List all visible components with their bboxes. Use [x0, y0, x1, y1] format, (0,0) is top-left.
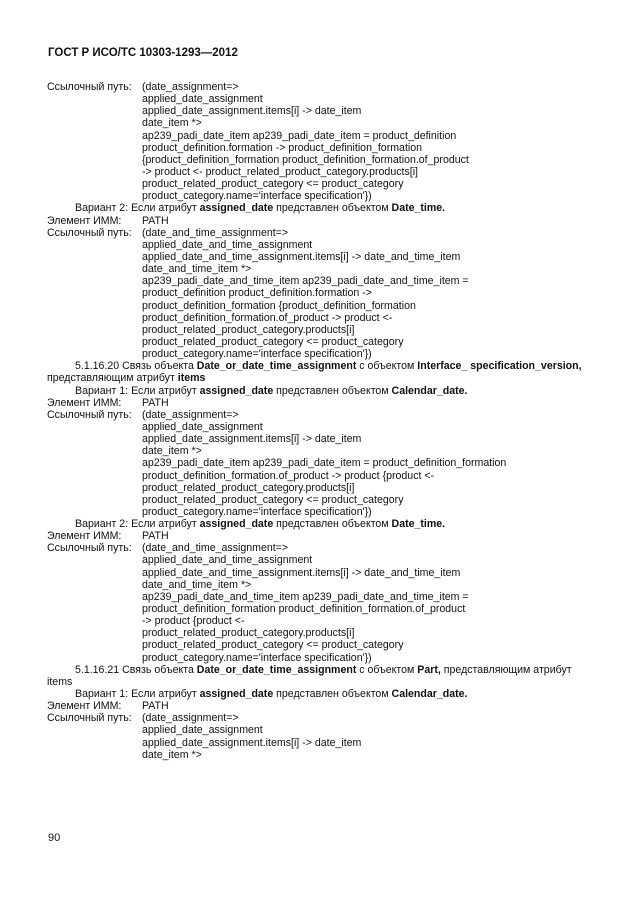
ref-path-text: product_definition product_definition.formation -> [142, 287, 372, 300]
ref-path-text: product_definition_formation.of_product -> product {product <- [142, 469, 435, 482]
reference-path-line [47, 348, 612, 360]
ref-path-text: (date_assignment=> [142, 408, 239, 421]
text-run: Вариант 2: Если атрибут [75, 518, 200, 531]
ref-path-text: date_item *> [142, 748, 202, 761]
reference-path-line [47, 749, 612, 761]
bold-term: items [177, 372, 206, 385]
reference-path-line [47, 542, 612, 554]
ref-path-text: product_category.name='interface specification'}) [142, 348, 372, 361]
reference-path-line [47, 724, 612, 736]
bold-term: Interface_ specification_version, [417, 360, 582, 373]
ref-path-label: Ссылочный путь: [47, 81, 132, 93]
ref-path-text: product_definition.formation -> product_definition_formation [142, 141, 423, 154]
text-run: с объектом [356, 663, 418, 676]
text-run: Вариант 2: Если атрибут [75, 202, 200, 215]
reference-path-line [47, 433, 612, 445]
ref-path-text: product_definition_formation {product_definition_formation [142, 299, 416, 312]
text-run: представляющим атрибут [440, 663, 572, 676]
bold-term: Date_time. [391, 518, 446, 531]
reference-path-line [47, 506, 612, 518]
variant-text [75, 518, 445, 530]
page-number: 90 [48, 832, 61, 844]
text-run: с объектом [356, 360, 418, 373]
reference-path-line [47, 312, 612, 324]
ref-path-text: applied_date_and_time_assignment [142, 554, 313, 567]
ref-path-text: (date_assignment=> [142, 712, 239, 725]
reference-path-line [47, 591, 612, 603]
reference-path-line [47, 652, 612, 664]
ref-path-text: product_related_product_category <= product_category [142, 493, 404, 506]
variant-line [47, 518, 612, 530]
reference-path-line [47, 251, 612, 263]
aim-element-label: Элемент ИММ: [47, 214, 122, 227]
variant-line [47, 688, 612, 700]
reference-path-line [47, 142, 612, 154]
ref-path-text: date_and_time_item *> [142, 578, 252, 591]
variant-text [75, 385, 468, 397]
ref-path-text: product_related_product_category <= product_category [142, 335, 404, 348]
reference-path-line [47, 178, 612, 190]
aim-element-line [47, 397, 612, 409]
bold-term: Date_or_date_time_assignment [196, 663, 357, 676]
ref-path-text: -> product <- product_related_product_category.products[i] [142, 165, 418, 178]
text-run: представляющим атрибут [47, 372, 178, 385]
ref-path-text: product_category.name='interface specification'}) [142, 651, 372, 664]
ref-path-text: date_item *> [142, 117, 202, 130]
bold-term: Calendar_date. [391, 688, 468, 701]
reference-path-line [47, 494, 612, 506]
text-run: представлен объектом [273, 518, 392, 531]
reference-path-line [47, 639, 612, 651]
bold-term: Calendar_date. [391, 384, 468, 397]
ref-path-text: applied_date_assignment [142, 420, 263, 433]
reference-path-line [47, 567, 612, 579]
ref-path-text: (date_and_time_assignment=> [142, 542, 289, 555]
reference-path-line [47, 421, 612, 433]
ref-path-text: product_related_product_category.products[i] [142, 627, 355, 640]
reference-path-line [47, 227, 612, 239]
bold-term: assigned_date [199, 202, 274, 215]
text-run: Вариант 1: Если атрибут [75, 384, 200, 397]
ref-path-label: Ссылочный путь: [47, 408, 132, 421]
reference-path-line [47, 482, 612, 494]
variant-line [47, 202, 612, 214]
text-run: 5.1.16.21 Связь объекта [75, 663, 197, 676]
reference-path-line [47, 336, 612, 348]
reference-path-line [47, 300, 612, 312]
ref-path-text: product_category.name='interface specification'}) [142, 190, 372, 203]
reference-path-line [47, 615, 612, 627]
section-heading [47, 360, 612, 372]
text-run: представлен объектом [273, 688, 392, 701]
variant-text [75, 688, 468, 700]
variant-text [75, 202, 445, 214]
text-run: представлен объектом [273, 202, 392, 215]
ref-path-text: product_definition_formation product_definition_formation.of_product [142, 603, 466, 616]
section-heading-text [47, 676, 72, 688]
aim-element-label: Элемент ИММ: [47, 396, 122, 409]
document-header: ГОСТ Р ИСО/ТС 10303-1293—2012 [48, 47, 238, 59]
text-run: представлен объектом [273, 384, 392, 397]
aim-element-line [47, 215, 612, 227]
ref-path-text: applied_date_assignment.items[i] -> date_item [142, 433, 362, 446]
reference-path-line [47, 239, 612, 251]
aim-element-value: PATH [142, 214, 169, 227]
ref-path-text: date_item *> [142, 445, 202, 458]
reference-path-line [47, 263, 612, 275]
reference-path-line [47, 627, 612, 639]
section-heading-text [47, 372, 205, 384]
reference-path-line [47, 409, 612, 421]
reference-path-line [47, 117, 612, 129]
section-heading-continuation [47, 372, 612, 384]
ref-path-text: product_related_product_category.products[i] [142, 323, 355, 336]
text-run: 5.1.16.20 Связь объекта [75, 360, 197, 373]
aim-element-value: PATH [142, 530, 169, 543]
ref-path-text: date_and_time_item *> [142, 263, 252, 276]
ref-path-text: applied_date_assignment [142, 724, 263, 737]
aim-element-line [47, 700, 612, 712]
variant-line [47, 385, 612, 397]
ref-path-text: {product_definition_formation product_definition_formation.of_product [142, 153, 469, 166]
reference-path-line [47, 105, 612, 117]
bold-term: Date_or_date_time_assignment [196, 360, 357, 373]
reference-path-line [47, 166, 612, 178]
ref-path-label: Ссылочный путь: [47, 542, 132, 555]
ref-path-label: Ссылочный путь: [47, 712, 132, 725]
ref-path-text: product_related_product_category.products[i] [142, 481, 355, 494]
ref-path-text: (date_assignment=> [142, 81, 239, 93]
aim-element-line [47, 530, 612, 542]
ref-path-text: product_related_product_category <= product_category [142, 178, 404, 191]
reference-path-line [47, 324, 612, 336]
ref-path-text: applied_date_and_time_assignment [142, 238, 313, 251]
bold-term: assigned_date [199, 688, 274, 701]
text-run: Вариант 1: Если атрибут [75, 688, 200, 701]
ref-path-text: applied_date_assignment.items[i] -> date_item [142, 105, 362, 118]
ref-path-text: -> product {product <- [142, 615, 245, 628]
ref-path-text: ap239_padi_date_and_time_item ap239_padi_date_and_time_item = [142, 275, 469, 288]
ref-path-text: ap239_padi_date_item ap239_padi_date_item = product_definition_formation [142, 457, 507, 470]
text-run: items [47, 675, 73, 688]
reference-path-line [47, 603, 612, 615]
aim-element-value: PATH [142, 396, 169, 409]
bold-term: assigned_date [199, 518, 274, 531]
reference-path-line [47, 470, 612, 482]
document-body [47, 81, 612, 761]
aim-element-label: Элемент ИММ: [47, 700, 122, 713]
reference-path-line [47, 457, 612, 469]
reference-path-line [47, 287, 612, 299]
reference-path-line [47, 737, 612, 749]
reference-path-line [47, 275, 612, 287]
bold-term: Part, [417, 663, 441, 676]
reference-path-line [47, 130, 612, 142]
aim-element-label: Элемент ИММ: [47, 530, 122, 543]
reference-path-line [47, 445, 612, 457]
reference-path-line [47, 554, 612, 566]
bold-term: assigned_date [199, 384, 274, 397]
section-heading-text [75, 664, 572, 676]
ref-path-text: product_definition_formation.of_product -> product <- [142, 311, 393, 324]
aim-element-value: PATH [142, 700, 169, 713]
ref-path-text: applied_date_assignment [142, 93, 263, 106]
reference-path-line [47, 579, 612, 591]
reference-path-line [47, 712, 612, 724]
section-heading-text [75, 360, 582, 372]
section-heading-continuation [47, 676, 612, 688]
ref-path-text: ap239_padi_date_and_time_item ap239_padi_date_and_time_item = [142, 590, 469, 603]
ref-path-text: applied_date_and_time_assignment.items[i] -> date_and_time_item [142, 250, 461, 263]
ref-path-text: product_related_product_category <= product_category [142, 639, 404, 652]
ref-path-text: product_category.name='interface specification'}) [142, 505, 372, 518]
ref-path-text: applied_date_and_time_assignment.items[i] -> date_and_time_item [142, 566, 461, 579]
bold-term: Date_time. [391, 202, 446, 215]
section-heading [47, 664, 612, 676]
ref-path-text: ap239_padi_date_item ap239_padi_date_item = product_definition [142, 129, 457, 142]
ref-path-text: applied_date_assignment.items[i] -> date_item [142, 736, 362, 749]
reference-path-line [47, 93, 612, 105]
reference-path-line [47, 190, 612, 202]
reference-path-line [47, 154, 612, 166]
reference-path-line [47, 81, 612, 93]
ref-path-text: (date_and_time_assignment=> [142, 226, 289, 239]
ref-path-label: Ссылочный путь: [47, 226, 132, 239]
